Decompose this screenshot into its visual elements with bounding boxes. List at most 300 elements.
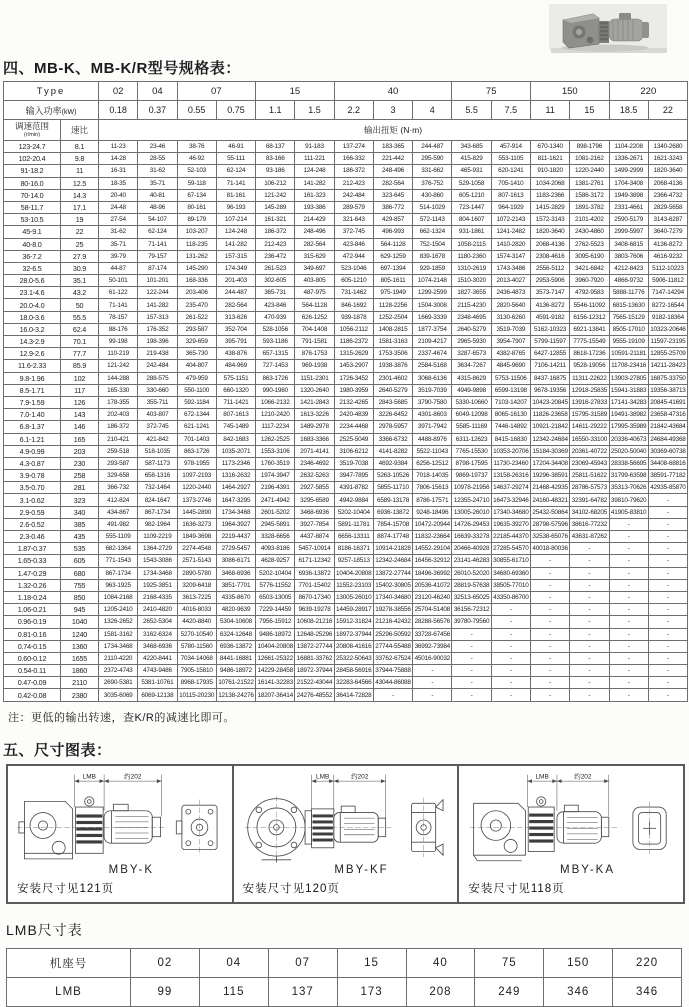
torque-cell: 2999-5997 <box>609 226 648 238</box>
torque-cell: 2196-4391 <box>256 482 295 494</box>
speed-range-cell: 1.65-0.33 <box>4 555 61 567</box>
torque-cell: 20845-41691 <box>648 396 687 408</box>
torque-cell: 2829-5658 <box>648 201 687 213</box>
torque-cell: 242-484 <box>138 360 177 372</box>
torque-cell: 5891-11781 <box>334 518 373 530</box>
speed-range-cell: 0.81-0.16 <box>4 628 61 640</box>
torque-cell: 9639-19278 <box>295 604 334 616</box>
torque-cell: 376-752 <box>413 177 452 189</box>
torque-cell: 2590-5179 <box>609 214 648 226</box>
torque-cell: 80-161 <box>177 201 216 213</box>
torque-cell: 121-242 <box>256 189 295 201</box>
ratio-cell: 85.9 <box>61 360 99 372</box>
input-power-unit: (kW) <box>61 108 77 116</box>
torque-cell: 321-643 <box>334 214 373 226</box>
torque-cell: 5855-11710 <box>373 482 412 494</box>
torque-cell: 14229-28458 <box>256 665 295 677</box>
torque-cell: - <box>530 616 569 628</box>
torque-cell: 5381-10761 <box>138 677 177 689</box>
torque-cell: 3468-6936 <box>216 567 255 579</box>
lmb-frame-row <box>7 948 682 977</box>
torque-cell: - <box>570 555 609 567</box>
torque-cell: 10404-20808 <box>256 640 295 652</box>
torque-cell: 17340-34680 <box>491 506 530 518</box>
torque-cell: 10921-21842 <box>530 421 569 433</box>
torque-cell: 3960-7920 <box>570 275 609 287</box>
power-value-header: 5.5 <box>452 101 491 120</box>
speed-range-cell: 4.3-0.87 <box>4 457 61 469</box>
mby-kf-drawing <box>234 770 458 870</box>
spec-table-row <box>4 165 688 177</box>
torque-cell: 2348-4695 <box>452 311 491 323</box>
torque-cell: 16456-32912 <box>413 555 452 567</box>
torque-cell: 14611-29222 <box>570 421 609 433</box>
torque-cell: 2410-4820 <box>138 604 177 616</box>
torque-cell: 496-993 <box>373 226 412 238</box>
torque-cell: 1104-2208 <box>609 141 648 153</box>
ratio-cell: 77.7 <box>61 348 99 360</box>
speed-range-cell: 0.47-0.09 <box>4 677 61 689</box>
torque-cell: 12855-25709 <box>648 348 687 360</box>
torque-cell: 415-829 <box>452 153 491 165</box>
torque-cell: 1877-3754 <box>413 323 452 335</box>
torque-cell: 18972-37944 <box>295 665 334 677</box>
frame-number-cell: 04 <box>199 948 268 977</box>
torque-cell: 711-1421 <box>216 396 255 408</box>
torque-cell: 99-198 <box>99 336 138 348</box>
ratio-cell: 50 <box>61 299 99 311</box>
torque-cell: 1504-3008 <box>413 299 452 311</box>
torque-cell: 5799-11597 <box>530 336 569 348</box>
torque-cell: 4692-9384 <box>373 457 412 469</box>
torque-cell: 1364-2729 <box>138 543 177 555</box>
torque-cell: 261-522 <box>177 311 216 323</box>
torque-cell: - <box>452 689 491 701</box>
lmb-value-cell: 99 <box>131 977 200 1006</box>
lmb-value-cell: 346 <box>613 977 682 1006</box>
caption-mby-kf: 安装尺寸见120页 <box>242 882 340 895</box>
torque-cell: 62-124 <box>138 226 177 238</box>
torque-cell: 7147-14294 <box>648 287 687 299</box>
spec-table-row <box>4 214 688 226</box>
torque-cell: 3162-6324 <box>138 628 177 640</box>
torque-cell: 2927-5855 <box>295 482 334 494</box>
power-value-header: 2.2 <box>334 101 373 120</box>
torque-cell: 10978-21956 <box>452 482 491 494</box>
speed-range-cell: 3.5-0.70 <box>4 482 61 494</box>
torque-cell: 83-166 <box>256 153 295 165</box>
torque-cell: 805-1611 <box>373 275 412 287</box>
ratio-cell: 14.3 <box>61 189 99 201</box>
torque-cell: 1326-2652 <box>99 616 138 628</box>
torque-cell: 1097-2193 <box>177 470 216 482</box>
torque-cell: 4301-8603 <box>413 409 452 421</box>
torque-cell: 3328-6656 <box>256 531 295 543</box>
torque-cell: 212-423 <box>256 238 295 250</box>
torque-cell: 386-772 <box>373 201 412 213</box>
torque-cell: 1743-3486 <box>491 262 530 274</box>
torque-cell: 1074-2148 <box>413 275 452 287</box>
torque-cell: 4391-8782 <box>334 482 373 494</box>
torque-cell: 1117-2234 <box>256 421 295 433</box>
torque-cell: 106-212 <box>256 177 295 189</box>
torque-cell: 17141-34283 <box>609 396 648 408</box>
spec-table-row <box>4 189 688 201</box>
speed-range-cell: 20.0-4.0 <box>4 299 61 311</box>
torque-cell: 13158-26316 <box>491 470 530 482</box>
torque-cell: 9486-18972 <box>216 665 255 677</box>
spec-table-row <box>4 604 688 616</box>
speed-range-cell: 7.9-1.59 <box>4 396 61 408</box>
torque-cell: 1084-2168 <box>99 591 138 603</box>
speed-range-cell: 45-9.1 <box>4 226 61 238</box>
torque-cell: 3366-6732 <box>373 433 412 445</box>
power-value-header: 4 <box>413 101 452 120</box>
torque-cell: 6256-12512 <box>413 457 452 469</box>
torque-cell: 8968-17935 <box>177 677 216 689</box>
torque-cell: 14552-29104 <box>413 543 452 555</box>
speed-range-cell: 70-14.0 <box>4 189 61 201</box>
ratio-cell: 27.9 <box>61 250 99 262</box>
torque-cell: 1572-3143 <box>530 214 569 226</box>
torque-cell: 1647-3295 <box>216 494 255 506</box>
torque-cell: 3851-7701 <box>216 579 255 591</box>
torque-cell: 186-372 <box>256 226 295 238</box>
torque-cell: 4093-8186 <box>256 543 295 555</box>
torque-cell: 7806-15613 <box>413 482 452 494</box>
speed-range-label: 调速范围 <box>14 121 49 132</box>
torque-cell: 1220-2440 <box>177 482 216 494</box>
torque-cell: 963-1925 <box>99 579 138 591</box>
torque-cell: 289-579 <box>334 201 373 213</box>
torque-cell: 5776-11552 <box>256 579 295 591</box>
mby-ka-drawing <box>459 770 683 870</box>
torque-cell: 1445-2890 <box>177 506 216 518</box>
spec-table-row <box>4 336 688 348</box>
frame-group-header: 07 <box>177 82 256 101</box>
torque-cell: 15941-31883 <box>609 384 648 396</box>
torque-cell: 9528-19056 <box>570 360 609 372</box>
frame-group-header: 150 <box>530 82 609 101</box>
torque-cell: - <box>530 555 569 567</box>
torque-cell: 1621-3243 <box>648 153 687 165</box>
torque-cell: 8798-17595 <box>452 457 491 469</box>
torque-cell: 141-282 <box>216 238 255 250</box>
torque-cell: 3295-6589 <box>295 494 334 506</box>
torque-cell: 24276-48552 <box>295 689 334 701</box>
torque-cell: 8415-16830 <box>491 433 530 445</box>
torque-cell: 4382-8765 <box>491 348 530 360</box>
torque-cell: 2068-4136 <box>648 177 687 189</box>
torque-cell: - <box>609 567 648 579</box>
torque-cell: - <box>609 604 648 616</box>
torque-cell: - <box>609 652 648 664</box>
torque-cell: 752-1504 <box>413 238 452 250</box>
torque-cell: 1949-3898 <box>609 189 648 201</box>
torque-cell: 33762-67524 <box>373 652 412 664</box>
torque-cell: 93-186 <box>256 165 295 177</box>
dim-202-label: 约202 <box>124 772 142 780</box>
torque-cell: 2436-4873 <box>491 287 530 299</box>
torque-cell: 178-355 <box>99 396 138 408</box>
torque-cell: - <box>648 531 687 543</box>
torque-cell: 37944-75888 <box>373 665 412 677</box>
ratio-cell: 2110 <box>61 677 99 689</box>
torque-cell: 3068-6136 <box>413 372 452 384</box>
torque-cell: - <box>570 591 609 603</box>
torque-cell: 5546-11092 <box>570 299 609 311</box>
torque-cell: 34408-68816 <box>648 457 687 469</box>
mby-k-drawing <box>8 770 232 870</box>
torque-cell: 1034-2068 <box>530 177 569 189</box>
torque-cell: 5457-10914 <box>295 543 334 555</box>
torque-cell: 11597-23195 <box>648 336 687 348</box>
torque-cell: 910-1820 <box>530 165 569 177</box>
torque-cell: 1581-3162 <box>99 628 138 640</box>
frame-group-header: 75 <box>452 82 531 101</box>
torque-cell: 6815-13630 <box>609 299 648 311</box>
torque-cell: 672-1344 <box>177 409 216 421</box>
torque-cell: 71-141 <box>216 177 255 189</box>
torque-cell: 1891-3782 <box>570 201 609 213</box>
torque-cell: - <box>648 652 687 664</box>
torque-cell: 438-876 <box>216 348 255 360</box>
spec-table-row <box>4 409 688 421</box>
torque-cell: - <box>530 677 569 689</box>
torque-cell: 4866-9732 <box>609 275 648 287</box>
spec-table-row <box>4 494 688 506</box>
spec-table-row <box>4 543 688 555</box>
torque-cell: 6156-12312 <box>570 311 609 323</box>
dim-lmb-label: LMB <box>535 772 550 780</box>
torque-cell: 1210-2420 <box>256 409 295 421</box>
torque-cell: 3954-7907 <box>491 336 530 348</box>
torque-cell: 2274-4548 <box>177 543 216 555</box>
torque-cell: - <box>648 579 687 591</box>
torque-cell: 165-330 <box>99 384 138 396</box>
torque-cell: 101-201 <box>138 275 177 287</box>
torque-cell: - <box>609 543 648 555</box>
torque-cell: 4420-8840 <box>177 616 216 628</box>
torque-cell: 2978-5957 <box>373 421 412 433</box>
torque-cell: 403-807 <box>138 409 177 421</box>
torque-cell: 27-54 <box>99 214 138 226</box>
torque-cell: 626-1252 <box>295 311 334 323</box>
torque-cell: 355-711 <box>138 396 177 408</box>
torque-cell: 1381-2761 <box>570 177 609 189</box>
torque-cell: 25432-50864 <box>530 506 569 518</box>
torque-cell: 62-124 <box>216 165 255 177</box>
torque-cell: 555-1109 <box>99 531 138 543</box>
torque-cell: 6171-12342 <box>295 555 334 567</box>
torque-cell: 3519-7039 <box>491 323 530 335</box>
torque-cell: - <box>609 640 648 652</box>
torque-cell: 28798-57596 <box>530 518 569 530</box>
torque-cell: 46-91 <box>216 141 255 153</box>
speed-range-cell: 0.96-0.19 <box>4 616 61 628</box>
torque-cell: 6921-13841 <box>570 323 609 335</box>
speed-range-cell: 3.1-0.62 <box>4 494 61 506</box>
torque-cell: 5753-11506 <box>491 372 530 384</box>
torque-cell: 1081-2162 <box>570 153 609 165</box>
torque-cell: 16-31 <box>99 165 138 177</box>
torque-cell: 3947-7895 <box>334 470 373 482</box>
torque-cell: 3573-7147 <box>530 287 569 299</box>
torque-cell: 11552-23103 <box>334 579 373 591</box>
torque-cell: 8670-17340 <box>295 591 334 603</box>
torque-cell: - <box>570 677 609 689</box>
torque-cell: 2632-5263 <box>295 470 334 482</box>
torque-cell: 8786-17571 <box>413 494 452 506</box>
lmb-row-header: LMB <box>7 977 131 1006</box>
ratio-cell: 945 <box>61 604 99 616</box>
torque-cell: 1252-2504 <box>373 311 412 323</box>
speed-range-cell: 0.42-0.08 <box>4 689 61 701</box>
spec-table-row <box>4 287 688 299</box>
torque-cell: 2110-4220 <box>99 652 138 664</box>
torque-cell: 18972-37944 <box>334 628 373 640</box>
torque-cell: - <box>609 579 648 591</box>
torque-cell: 528-1056 <box>256 323 295 335</box>
torque-cell: 867-1734 <box>138 506 177 518</box>
torque-cell: 352-704 <box>216 323 255 335</box>
torque-cell: 514-1029 <box>413 201 452 213</box>
torque-cell: 71-141 <box>99 299 138 311</box>
speed-range-cell: 8.5-1.71 <box>4 384 61 396</box>
ratio-cell: 680 <box>61 567 99 579</box>
torque-cell: 11-23 <box>99 141 138 153</box>
torque-cell: 214-429 <box>295 214 334 226</box>
torque-cell: 2525-5049 <box>334 433 373 445</box>
lmb-value-cell: 208 <box>406 977 475 1006</box>
lmb-value-row <box>7 977 682 1006</box>
torque-cell: 3209-6418 <box>177 579 216 591</box>
torque-cell: 731-1462 <box>334 287 373 299</box>
speed-range-cell: 123-24.7 <box>4 141 61 153</box>
torque-cell: - <box>570 665 609 677</box>
torque-cell: 35313-70626 <box>609 482 648 494</box>
torque-cell: 660-1320 <box>216 384 255 396</box>
frame-number-cell: 15 <box>337 948 406 977</box>
torque-cell: 990-1980 <box>256 384 295 396</box>
spec-table-row <box>4 652 688 664</box>
torque-cell: 349-697 <box>295 262 334 274</box>
frame-number-cell: 40 <box>406 948 475 977</box>
ratio-cell: 1040 <box>61 616 99 628</box>
torque-cell: 17995-35989 <box>609 421 648 433</box>
torque-cell: 8437-16875 <box>530 372 569 384</box>
torque-cell: 23120-46240 <box>413 591 452 603</box>
torque-cell: - <box>570 567 609 579</box>
torque-cell: - <box>530 628 569 640</box>
lmb-table-title: LMB尺寸表 <box>6 921 83 938</box>
torque-cell: 745-1489 <box>216 421 255 433</box>
torque-cell: - <box>609 531 648 543</box>
torque-cell: 28786-57573 <box>570 482 609 494</box>
torque-cell: 21468-42935 <box>530 482 569 494</box>
ratio-cell: 323 <box>61 494 99 506</box>
torque-cell: 1726-3452 <box>334 372 373 384</box>
torque-cell: 42935-85870 <box>648 482 687 494</box>
torque-cell: 629-1259 <box>373 250 412 262</box>
spec-table-row <box>4 579 688 591</box>
torque-cell: 2301-4602 <box>373 372 412 384</box>
torque-cell: 1262-2525 <box>256 433 295 445</box>
torque-cell: 210-421 <box>99 433 138 445</box>
frame-group-header: 40 <box>334 82 452 101</box>
torque-cell: 1925-3851 <box>138 579 177 591</box>
torque-cell: 26010-52020 <box>452 567 491 579</box>
speed-range-cell: 18.0-3.6 <box>4 311 61 323</box>
torque-cell: 395-791 <box>216 336 255 348</box>
torque-cell: 969-1938 <box>295 360 334 372</box>
torque-cell: 8065-16130 <box>491 409 530 421</box>
torque-cell: 8272-16544 <box>648 299 687 311</box>
torque-cell: 107-214 <box>216 214 255 226</box>
torque-cell: 1109-2219 <box>138 531 177 543</box>
torque-cell: - <box>648 677 687 689</box>
torque-cell: 10323-20646 <box>648 323 687 335</box>
torque-cell: - <box>373 689 412 701</box>
torque-cell: 244-487 <box>216 287 255 299</box>
torque-cell: 1310-2619 <box>452 262 491 274</box>
torque-cell: 68-137 <box>256 141 295 153</box>
spec-table-row <box>4 238 688 250</box>
torque-cell: - <box>648 665 687 677</box>
torque-cell: 372-745 <box>138 421 177 433</box>
lmb-value-cell: 137 <box>268 977 337 1006</box>
type-header: Type <box>4 82 99 101</box>
torque-cell: 1421-2843 <box>295 396 334 408</box>
torque-cell: 3287-6573 <box>452 348 491 360</box>
torque-cell: 7565-15129 <box>609 311 648 323</box>
torque-cell: 2420-4839 <box>334 409 373 421</box>
torque-cell: 11832-23664 <box>413 531 452 543</box>
torque-cell: 43350-86700 <box>491 591 530 603</box>
torque-cell: - <box>609 591 648 603</box>
ratio-cell: 2380 <box>61 689 99 701</box>
torque-cell: 282-564 <box>295 238 334 250</box>
torque-cell: - <box>413 665 452 677</box>
torque-cell: 1489-2978 <box>295 421 334 433</box>
torque-cell: 5263-10526 <box>373 470 412 482</box>
torque-cell: 4591-9182 <box>530 311 569 323</box>
dim-202-label: 约202 <box>350 772 369 780</box>
spec-table-row <box>4 665 688 677</box>
torque-cell: 1760-3519 <box>256 457 295 469</box>
torque-cell: 5888-11776 <box>609 287 648 299</box>
torque-cell: 2945-5891 <box>256 518 295 530</box>
torque-cell: 6069-12138 <box>138 689 177 701</box>
torque-cell: 7106-14211 <box>530 360 569 372</box>
torque-cell: 2168-4335 <box>138 591 177 603</box>
torque-cell: 32283-64566 <box>334 677 373 689</box>
torque-cell: 1553-3106 <box>256 445 295 457</box>
torque-cell: 1510-3020 <box>452 275 491 287</box>
torque-cell: 18207-36414 <box>256 689 295 701</box>
torque-cell: 24160-48321 <box>530 494 569 506</box>
torque-cell: 4942-9884 <box>334 494 373 506</box>
torque-cell: 330-660 <box>138 384 177 396</box>
torque-cell: 3106-6212 <box>334 445 373 457</box>
torque-cell: 9869-19737 <box>452 470 491 482</box>
torque-cell: 21842-43684 <box>648 421 687 433</box>
ratio-cell: 117 <box>61 384 99 396</box>
torque-cell: 7229-14459 <box>256 604 295 616</box>
torque-cell: 54-107 <box>138 214 177 226</box>
ratio-cell: 12.5 <box>61 177 99 189</box>
torque-cell: 863-1726 <box>177 445 216 457</box>
